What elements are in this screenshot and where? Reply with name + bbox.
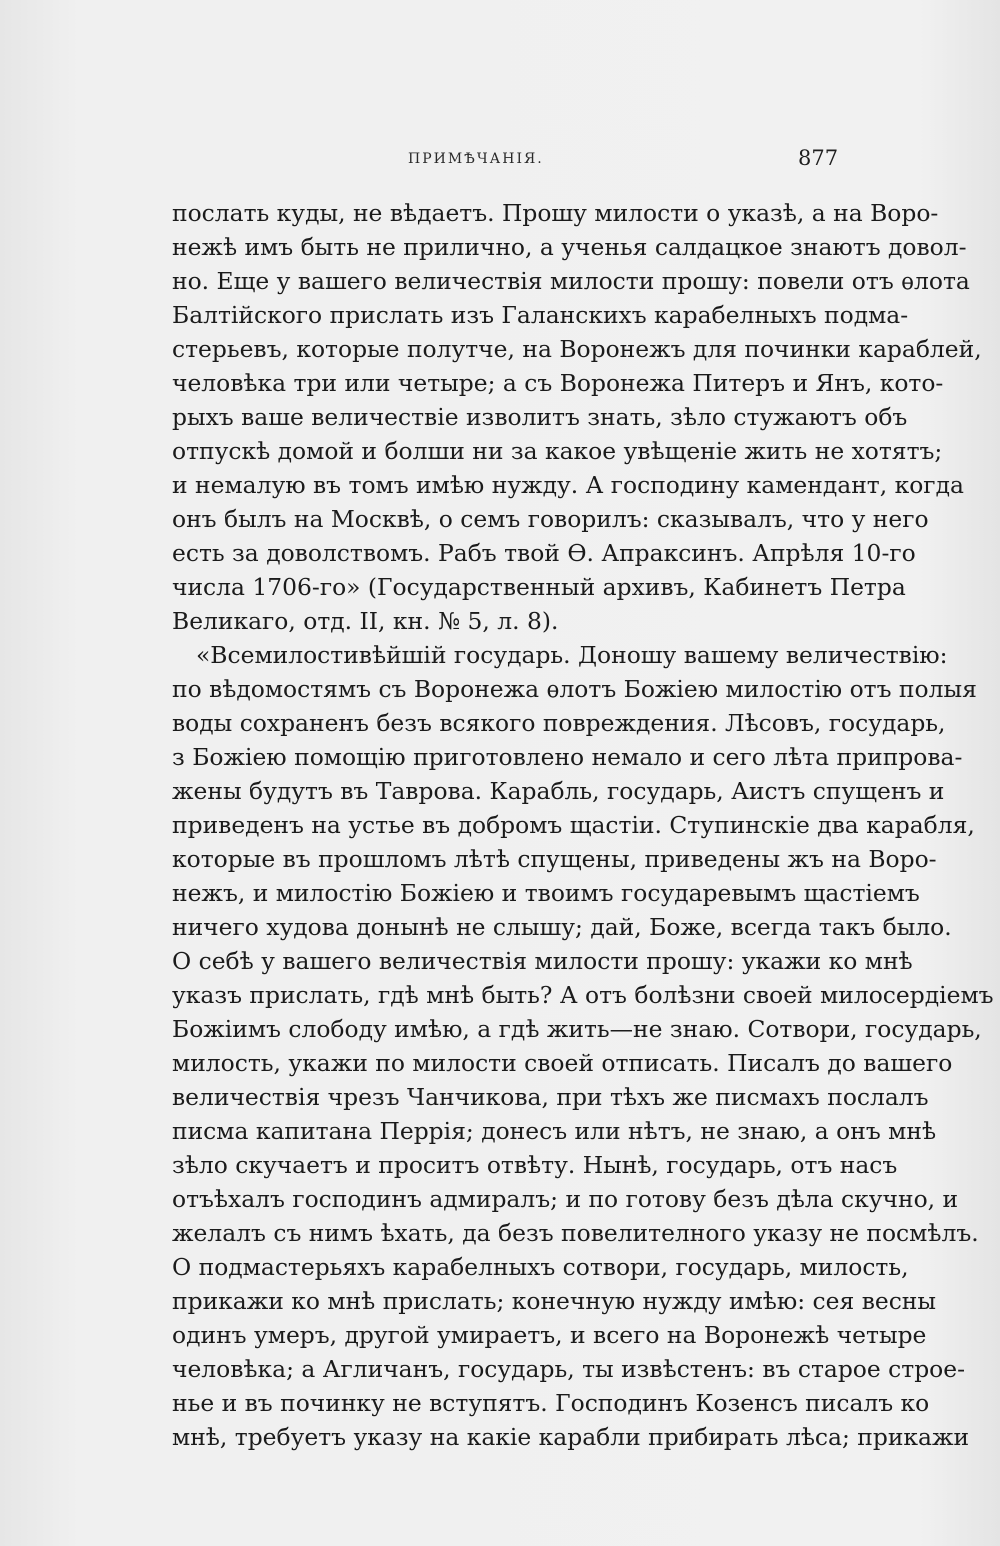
text-line: которые въ прошломъ лѣтѣ спущены, приведены жъ на Воро- [172, 845, 937, 873]
text-line: зѣло скучаетъ и проситъ отвѣту. Нынѣ, государь, отъ насъ [172, 1151, 898, 1179]
text-line: мнѣ, требуетъ указу на какіе карабли прибирать лѣса; прикажи [172, 1423, 970, 1451]
text-line: указъ прислать, гдѣ мнѣ быть? А отъ болѣзни своей милосердіемъ [172, 981, 994, 1009]
text-line: нежъ, и милостію Божіею и твоимъ государевымъ щастіемъ [172, 879, 920, 907]
text-line: воды сохраненъ безъ всякого повреждения. Лѣсовъ, государь, [172, 709, 946, 737]
text-line: О подмастерьяхъ карабелныхъ сотвори, государь, милость, [172, 1253, 909, 1281]
text-line: писма капитана Перрія; донесъ или нѣтъ, не знаю, а онъ мнѣ [172, 1117, 937, 1145]
text-line: Божіимъ слободу имѣю, а гдѣ жить—не знаю. Сотвори, государь, [172, 1015, 982, 1043]
text-line: послать куды, не вѣдаетъ. Прошу милости о указѣ, а на Воро- [172, 199, 939, 227]
text-line: человѣка три или четыре; а съ Воронежа Питеръ и Янъ, кото- [172, 369, 944, 397]
text-line: отъѣхалъ господинъ адмиралъ; и по готову безъ дѣла скучно, и [172, 1185, 959, 1213]
running-head: ПРИМѢЧАНІЯ. [408, 151, 544, 167]
text-line: прикажи ко мнѣ прислать; конечную нужду имѣю: сея весны [172, 1287, 937, 1315]
text-line: «Всемилостивѣйшій государь. Доношу вашему величествію: [196, 641, 948, 669]
text-line: отпускѣ домой и болши ни за какое увѣщеніе жить не хотятъ; [172, 437, 943, 465]
text-line: есть за доволствомъ. Рабъ твой Ѳ. Апраксинъ. Апрѣля 10-го [172, 539, 916, 567]
text-line: милость, укажи по милости своей отписать. Писалъ до вашего [172, 1049, 953, 1077]
text-line: ничего худова донынѣ не слышу; дай, Боже, всегда такъ было. [172, 913, 952, 941]
text-line: нежѣ имъ быть не прилично, а ученья салдацкое знаютъ довол- [172, 233, 967, 261]
text-line: нье и въ починку не вступятъ. Господинъ Козенсъ писалъ ко [172, 1389, 930, 1417]
text-line: но. Еще у вашего величествія милости прошу: повели отъ ѳлота [172, 267, 970, 295]
page-number: 877 [798, 146, 839, 170]
text-line: человѣка; а Агличанъ, государь, ты извѣстенъ: въ старое строе- [172, 1355, 966, 1383]
text-line: желалъ съ нимъ ѣхать, да безъ повелителного указу не посмѣлъ. [172, 1219, 979, 1247]
text-line: числа 1706-го» (Государственный архивъ, Кабинетъ Петра [172, 573, 906, 601]
text-line: з Божіею помощію приготовлено немало и сего лѣта припрова- [172, 743, 963, 771]
text-line: Балтійского прислать изъ Галанскихъ карабелныхъ подма- [172, 301, 909, 329]
text-line: приведенъ на устье въ добромъ щастіи. Ступинскіе два карабля, [172, 811, 975, 839]
text-line: онъ былъ на Москвѣ, о семъ говорилъ: сказывалъ, что у него [172, 505, 929, 533]
body-text [172, 196, 994, 1454]
text-line: и немалую въ томъ имѣю нужду. А господину камендант, когда [172, 471, 964, 499]
text-line: жены будутъ въ Таврова. Карабль, государь, Аистъ спущенъ и [172, 777, 945, 805]
text-line: О себѣ у вашего величествія милости прошу: укажи ко мнѣ [172, 947, 913, 975]
text-line: величествія чрезъ Чанчикова, при тѣхъ же писмахъ послалъ [172, 1083, 929, 1111]
text-line: по вѣдомостямъ съ Воронежа ѳлотъ Божіею милостію отъ полыя [172, 675, 977, 703]
text-line: стерьевъ, которые полутче, на Воронежъ для починки караблей, [172, 335, 982, 363]
text-line: одинъ умеръ, другой умираетъ, и всего на Воронежѣ четыре [172, 1321, 927, 1349]
text-line: рыхъ ваше величествіе изволитъ знать, зѣло стужаютъ объ [172, 403, 908, 431]
text-line: Великаго, отд. II, кн. № 5, л. 8). [172, 607, 559, 635]
